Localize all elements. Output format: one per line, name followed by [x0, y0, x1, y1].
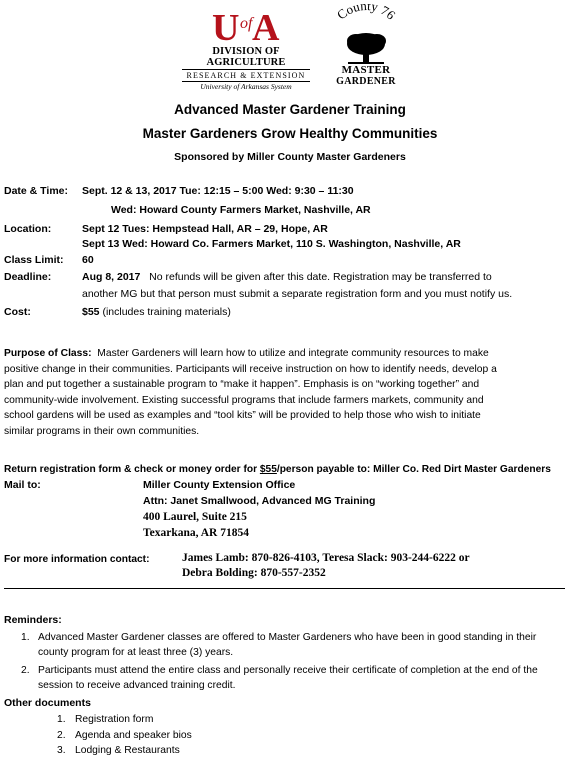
page-subtitle: Master Gardeners Grow Healthy Communities — [142, 126, 438, 141]
cost-label: Cost: — [4, 306, 31, 318]
list-item-continued: session to receive advanced training credit. — [38, 680, 236, 691]
document-name: Agenda and speaker bios — [75, 730, 192, 741]
mail-street: 400 Laurel, Suite 215 — [143, 511, 247, 523]
class-limit-label: Class Limit: — [4, 254, 64, 266]
ua-research-text: RESEARCH & EXTENSION — [182, 69, 310, 82]
deadline-note-1: No refunds will be given after this date. Registration may be transferred to — [149, 271, 492, 283]
cost-value — [82, 305, 231, 320]
mg-logo-master-text: MASTER — [341, 64, 391, 76]
document-name: Registration form — [75, 714, 154, 725]
purpose-line: plan and put together a sustainable program to “make it happen”. Emphasis is on “working together” and — [4, 379, 480, 390]
mail-city: Texarkana, AR 71854 — [143, 527, 249, 539]
deadline-date: Aug 8, 2017 — [82, 271, 141, 283]
return-registration-line — [4, 462, 551, 477]
purpose-label: Purpose of Class: — [4, 348, 92, 359]
mg-logo-gardener-text: GARDENER — [336, 76, 396, 87]
reminder-text: Advanced Master Gardener classes are offered to Master Gardeners who have been in good standing in their — [38, 632, 537, 643]
county-76-tree-icon — [322, 4, 410, 66]
ua-system-text: University of Arkansas System — [200, 82, 292, 91]
section-divider — [4, 588, 565, 589]
date-time-label: Date & Time: — [4, 185, 68, 197]
cost-amount: $55 — [82, 306, 100, 318]
contact-label: For more information contact: — [4, 554, 150, 565]
mail-office: Miller County Extension Office — [143, 479, 296, 491]
contact-line-1: James Lamb: 870-826-4103, Teresa Slack: 903-244-6222 or — [182, 552, 470, 564]
list-number: 2. — [21, 665, 30, 676]
list-item-continued: county program for at least three (3) years. — [38, 647, 234, 658]
purpose-line: similar programs in their own communities. — [4, 425, 200, 437]
svg-text:A: A — [252, 7, 280, 44]
mail-attn: Attn: Janet Smallwood, Advanced MG Training — [143, 495, 376, 507]
purpose-line: school gardens will be used as examples and “tool kits” will be provided to help those who wish to initiate — [4, 410, 481, 421]
purpose-paragraph — [4, 346, 576, 439]
reminders-heading: Reminders: — [4, 614, 62, 626]
purpose-line — [4, 346, 576, 362]
sponsor-line: Sponsored by Miller County Master Gardeners — [174, 151, 406, 163]
deadline-note-2: another MG but that person must submit a separate registration form and you must notify us. — [82, 288, 513, 300]
svg-text:of: of — [240, 15, 253, 32]
cost-note: (includes training materials) — [102, 306, 231, 318]
reminder-text: Participants must attend the entire class and personally receive their certificate of completion at the end of the — [38, 665, 538, 676]
deadline-value — [82, 270, 492, 285]
class-limit-value: 60 — [82, 254, 94, 266]
master-gardener-logo — [322, 4, 410, 86]
location-value-2: Sept 13 Wed: Howard Co. Farmers Market, 110 S. Washington, Nashville, AR — [82, 238, 461, 250]
mail-to-label: Mail to: — [4, 479, 41, 491]
return-text-a: Return registration form & check or money order for — [4, 464, 260, 475]
page-title: Advanced Master Gardener Training — [174, 102, 406, 117]
deadline-label: Deadline: — [4, 271, 52, 283]
document-name: Lodging & Restaurants — [75, 745, 180, 756]
purpose-line: positive change in their communities. Participants will receive instruction on how to identify needs, develop a — [4, 363, 497, 375]
contact-line-2: Debra Bolding: 870-557-2352 — [182, 567, 326, 579]
other-documents-heading: Other documents — [4, 697, 91, 709]
location-value-1: Sept 12 Tues: Hempstead Hall, AR – 29, Hope, AR — [82, 223, 328, 235]
ua-division-text: DIVISION OF AGRICULTURE — [206, 46, 286, 68]
list-number: 3. — [57, 745, 66, 756]
uofa-mark-icon — [176, 6, 316, 44]
return-amount: $55 — [259, 464, 277, 475]
purpose-text-1: Master Gardeners will learn how to utilize and integrate community resources to make — [97, 348, 489, 359]
svg-text:County 76: County 76 — [333, 4, 399, 23]
list-number: 1. — [21, 632, 30, 643]
date-time-value: Sept. 12 & 13, 2017 Tue: 12:15 – 5:00 Wed: 9:30 – 11:30 — [82, 185, 354, 197]
svg-text:U: U — [212, 7, 240, 44]
uark-division-logo — [176, 6, 316, 91]
location-label: Location: — [4, 223, 52, 235]
purpose-line: community-wide involvement. Existing successful programs that include farmers markets, community and — [4, 394, 484, 406]
list-number: 2. — [57, 730, 66, 741]
list-number: 1. — [57, 714, 66, 725]
return-text-b: /person payable to: Miller Co. Red Dirt Master Gardeners — [276, 464, 551, 475]
date-time-wed-location: Wed: Howard County Farmers Market, Nashville, AR — [111, 204, 371, 216]
